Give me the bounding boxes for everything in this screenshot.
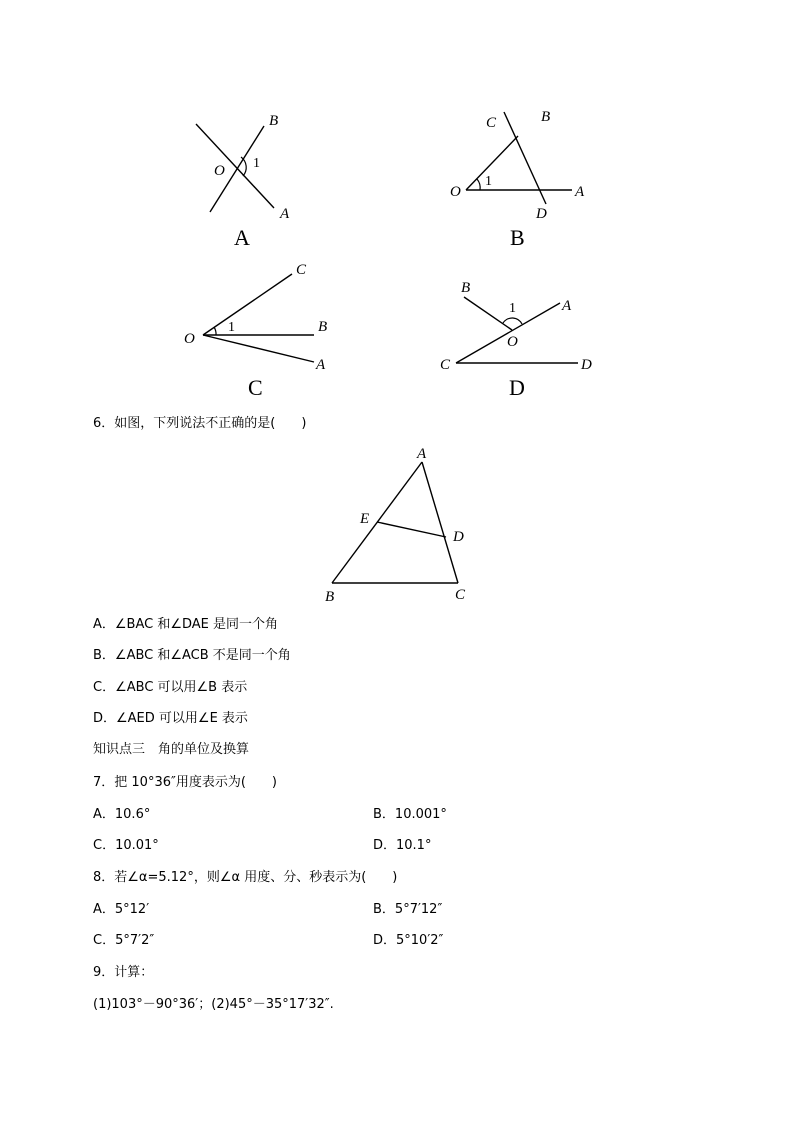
fig-b-label-D: D [536,206,547,222]
fig-d-label-O: O [507,334,518,350]
fig-b-label-O: O [450,184,461,200]
q8-option-b: B．5°7′12″ [373,902,443,917]
q9-stem: 9．计算： [93,965,154,980]
fig-d-angle-arc [503,318,522,324]
fig-a-line-1 [196,124,274,208]
q6-label-A: A [417,446,427,462]
fig-d-label-C: C [440,357,451,373]
fig-a-caption: A [234,225,250,250]
fig-a-label-A: A [280,206,290,222]
fig-b-line-oc [466,136,518,190]
q7-option-a: A．10.6° [93,807,151,822]
q8-option-d: D．5°10′2″ [373,933,444,948]
fig-c-label-B: B [318,319,328,335]
q6-stem: 6．如图，下列说法不正确的是( ) [93,416,307,431]
figure-d [440,280,592,400]
fig-a-label-1: 1 [253,156,260,171]
q6-option-a: A．∠BAC 和∠DAE 是同一个角 [93,617,279,632]
fig-a-label-O: O [214,163,225,179]
fig-c-caption: C [248,375,263,400]
q6-option-b: B．∠ABC 和∠ACB 不是同一个角 [93,648,291,663]
fig-d-line-ob [464,297,512,330]
fig-c-label-1: 1 [228,320,235,335]
fig-c-label-A: A [316,357,326,373]
fig-b-label-B: B [541,109,551,125]
fig-a-label-B: B [269,113,279,129]
figure-c [184,262,327,400]
q8-stem: 8．若∠α=5.12°，则∠α 用度、分、秒表示为( ) [93,870,398,885]
fig-b-angle-arc [477,179,480,190]
q6-label-C: C [455,587,466,603]
fig-c-angle-arc [214,327,216,335]
q6-option-d: D．∠AED 可以用∠E 表示 [93,711,248,726]
fig-c-ray-oc [203,274,292,335]
fig-c-ray-oa [203,335,314,362]
figure-b [450,109,585,250]
q6-figure [0,440,794,610]
q7-stem: 7．把 10°36″用度表示为( ) [93,775,277,790]
q7-option-c: C．10.01° [93,838,159,853]
q7-option-d: D．10.1° [373,838,432,853]
fig-d-label-B: B [461,280,471,296]
fig-d-label-D: D [581,357,592,373]
fig-b-label-C: C [486,115,497,131]
q9-body: (1)103°－90°36′；(2)45°－35°17′32″. [93,997,334,1012]
fig-c-label-C: C [296,262,307,278]
fig-d-line-ca [456,303,560,363]
q6-option-c: C．∠ABC 可以用∠B 表示 [93,680,248,695]
fig-c-label-O: O [184,331,195,347]
q8-option-a: A．5°12′ [93,902,150,917]
fig-d-label-1: 1 [509,301,516,316]
q6-label-E: E [360,511,370,527]
q6-label-B: B [325,589,335,605]
q6-side-ac [422,462,458,583]
fig-b-label-1: 1 [485,174,492,189]
figure-a [196,113,290,250]
q8-option-c: C．5°7′2″ [93,933,155,948]
q5-figures [0,0,794,410]
section-title: 知识点三 角的单位及换算 [93,742,250,757]
q6-segment-ed [377,522,446,537]
fig-d-caption: D [509,375,525,400]
fig-b-label-A: A [575,184,585,200]
q7-option-b: B．10.001° [373,807,447,822]
fig-d-label-A: A [562,298,572,314]
fig-b-caption: B [510,225,525,250]
q6-label-D: D [453,529,464,545]
